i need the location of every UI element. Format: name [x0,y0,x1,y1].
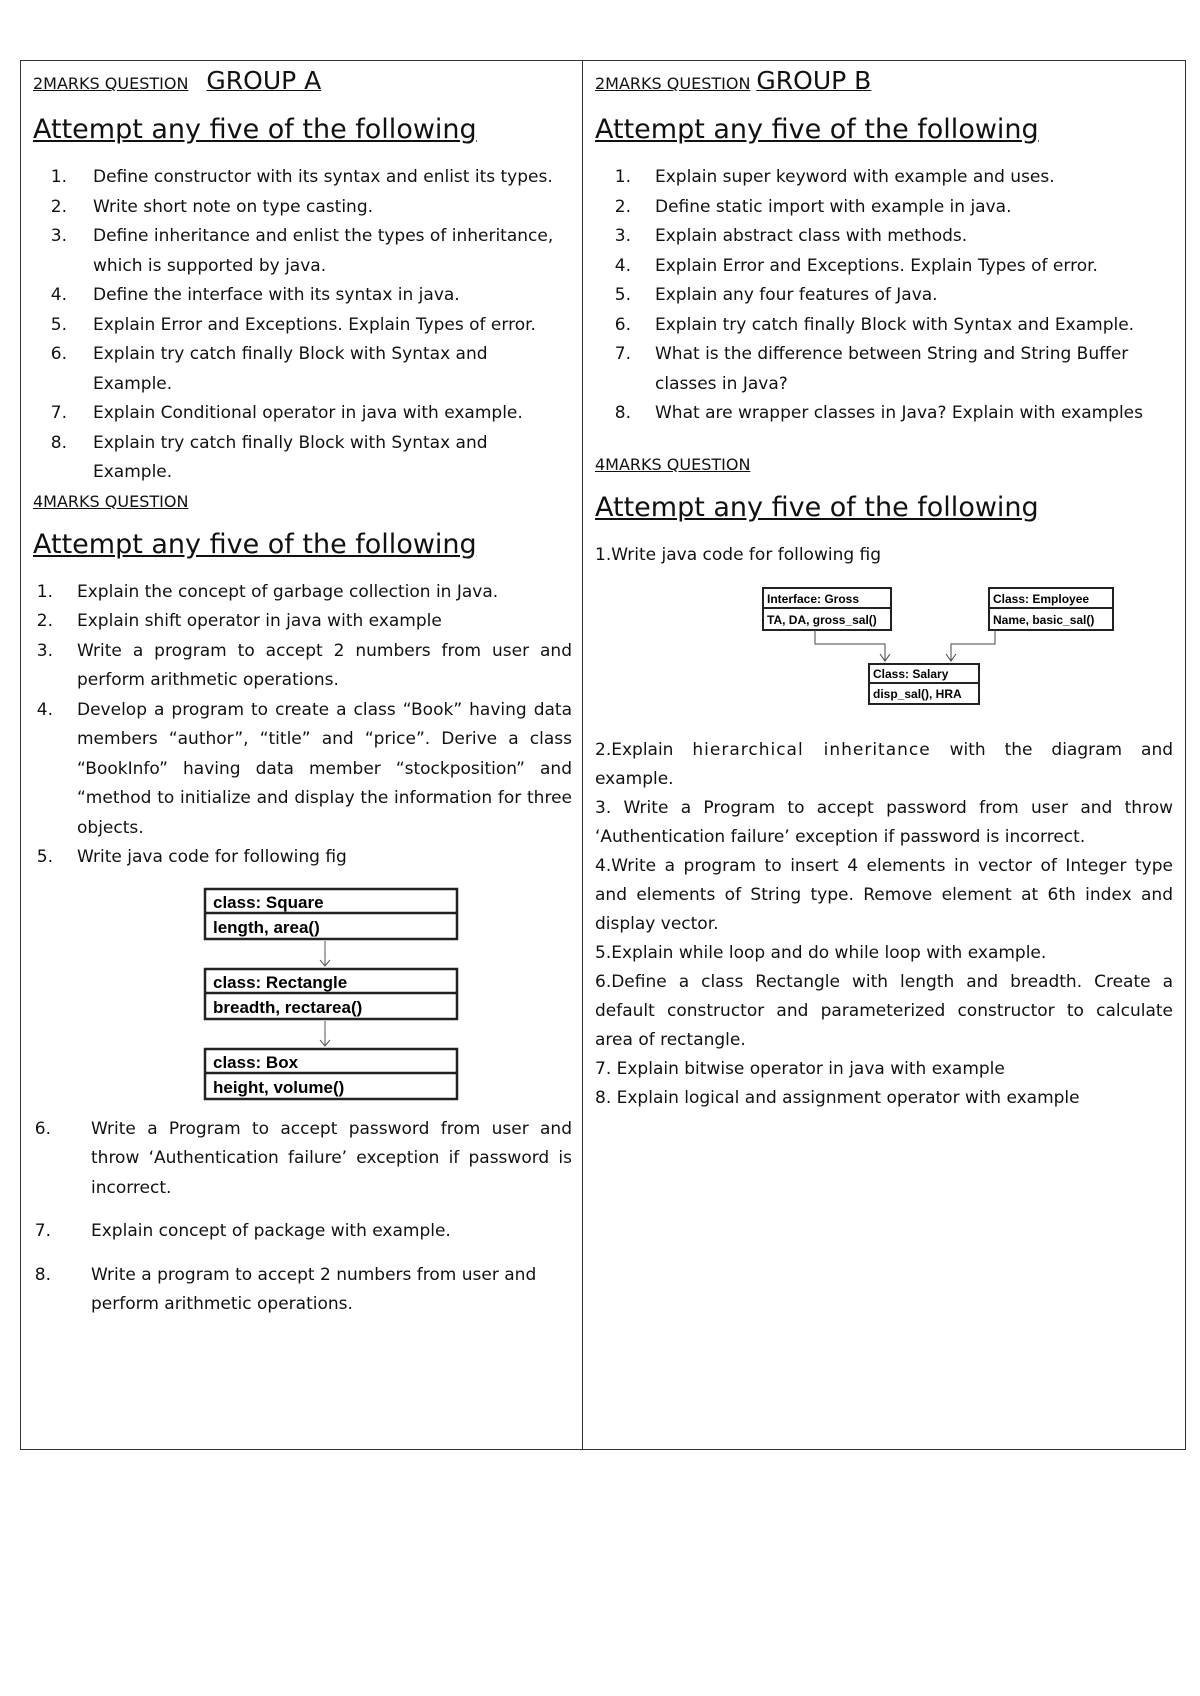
arrow-line [951,630,995,660]
group-b-title: GROUP B [756,66,872,95]
group-b-marks-label: 2MARKS QUESTION [595,74,751,93]
list-item: 1. Define constructor with its syntax and enlist its types. [50,167,553,187]
list-item: 5.Explain while loop and do while loop with example. [595,942,1047,963]
group-a-title: GROUP A [206,66,322,95]
list-item: 8. Explain try catch finally Block with Syntax and Example. [50,432,488,482]
group-a-4m-instruction: Attempt any five of the following [33,528,477,560]
list-item: 4. Define the interface with its syntax in java. [50,285,460,305]
rectangle-class-members: breadth, rectarea() [213,997,363,1017]
list-item: 4. Explain Error and Exceptions. Explain Types of error. [614,255,1098,276]
list-item: 6. Write a Program to accept password from user and throw ‘Authentication failure’ exception if password is incorrect. [34,1118,572,1198]
box-class-name: class: Box [213,1052,299,1072]
list-item: 8. Write a program to accept 2 numbers from user and perform arithmetic operations. [34,1264,537,1314]
list-item: 4.Write a program to insert 4 elements in vector of Integer type and elements of String type. Remove element at 6th index and display vector. [595,855,1173,934]
list-item: 2. Explain shift operator in java with example [36,611,442,631]
salary-class-name: Class: Salary [873,666,949,681]
group-a-2m-list [33,163,572,488]
list-item: 8. What are wrapper classes in Java? Explain with examples [614,403,1144,423]
list-item: 2. Write short note on type casting. [50,196,374,217]
group-b-column [583,61,1185,1449]
box-class-members: height, volume() [213,1077,345,1097]
list-item: 6. Explain try catch finally Block with Syntax and Example. [50,344,488,394]
list-item: 5. Explain Error and Exceptions. Explain Types of error. [50,314,536,335]
class-hierarchy-diagram [33,881,573,1103]
list-item: 1. Explain super keyword with example and uses. [614,167,1055,187]
group-b-4m-header: 4MARKS QUESTION [595,454,751,474]
group-b-2m-list [595,163,1173,429]
highlight-term: hierarchical inheritance [692,739,931,760]
group-b-2m-instruction: Attempt any five of the following [595,114,1039,145]
list-item: 6. Explain try catch finally Block with Syntax and Example. [614,314,1135,335]
list-item: 4. Develop a program to create a class “Book” having data members “author”, “title” and “price”. Derive a class “BookInfo” having data member “stockposition” and “method to initialize and display the information for three objects. [36,699,572,838]
square-class-name: class: Square [213,892,324,912]
square-class-members: length, area() [213,917,320,937]
gross-interface-members: TA, DA, gross_sal() [767,612,877,627]
group-b-question-1: 1.Write java code for following fig [595,544,882,565]
list-item: 7. Explain bitwise operator in java with example [595,1058,1005,1079]
group-b-header [595,66,1173,99]
group-b-question-2: 2.Explain hierarchical inheritance with the diagram and example. [595,739,1174,789]
salary-class-members: disp_sal(), HRA [873,686,962,701]
list-item: 3. Define inheritance and enlist the types of inheritance, which is supported by java. [50,226,554,276]
question-table [20,60,1186,1450]
gross-interface-name: Interface: Gross [767,591,860,606]
salary-inheritance-diagram [595,582,1155,712]
list-item: 3. Explain abstract class with methods. [614,226,968,246]
employee-class-name: Class: Employee [993,591,1090,606]
list-item: 7. Explain Conditional operator in java with example. [50,403,523,423]
group-a-2m-instruction: Attempt any five of the following [33,114,477,145]
list-item: 5. Explain any four features of Java. [614,285,938,305]
group-b-4m-paragraphs [595,736,1173,1113]
list-item: 7. What is the difference between String and String Buffer classes in Java? [614,344,1129,394]
list-item: 5. Write java code for following fig [36,847,347,867]
list-item: 7. Explain concept of package with example. [34,1221,451,1241]
group-a-4m-list-continued [33,1115,572,1320]
employee-class-members: Name, basic_sal() [993,612,1095,627]
group-a-column [21,61,583,1449]
list-item: 6.Define a class Rectangle with length and breadth. Create a default constructor and parameterized constructor to calculate area of rectangle. [595,971,1173,1050]
group-b-4m-instruction: Attempt any five of the following [595,491,1039,523]
arrow-line [815,630,885,660]
group-a-4m-header: 4MARKS QUESTION [33,491,189,511]
list-item: 3. Write a program to accept 2 numbers from user and perform arithmetic operations. [36,640,572,690]
group-a-marks-label: 2MARKS QUESTION [33,74,189,93]
group-a-4m-list [33,578,572,873]
list-item: 1. Explain the concept of garbage collection in Java. [36,581,499,602]
list-item: 8. Explain logical and assignment operator with example [595,1087,1080,1108]
group-a-header [33,66,572,99]
rectangle-class-name: class: Rectangle [213,972,348,992]
list-item: 3. Write a Program to accept password from user and throw ‘Authentication failure’ exception if password is incorrect. [595,797,1173,847]
list-item: 2. Define static import with example in java. [614,196,1012,217]
